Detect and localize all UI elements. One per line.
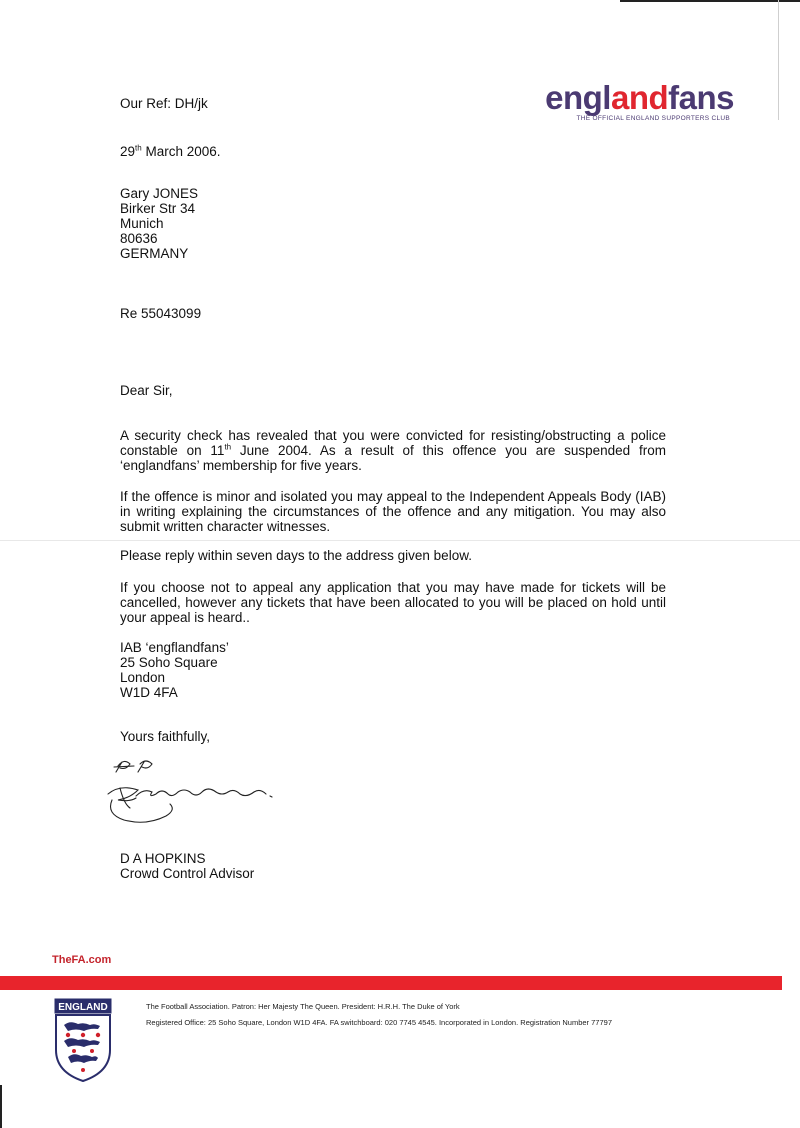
paragraph-appeal: If the offence is minor and isolated you may appeal to the Independent Appeals Body (IAB) in writing explaining the circumstances of the offence and any mitigation. You may also submit written character witnesses. [120,489,666,534]
englandfans-logo [494,80,734,128]
case-reference: Re 55043099 [120,306,202,321]
closing: Yours faithfully, [120,729,211,744]
salutation: Dear Sir, [120,383,173,398]
paragraph-tickets: If you choose not to appeal any application that you may have made for tickets will be cancelled, however any tickets that have been allocated to you will be placed on hold until your appeal is heard.. [120,580,666,625]
scan-edge-left [0,1085,2,1128]
scan-line [0,540,800,541]
our-reference: Our Ref: DH/jk [120,96,208,111]
scan-edge-top [620,0,800,2]
logo-wordmark: englandfans [545,79,734,116]
appeal-address-line4: W1D 4FA [120,685,178,700]
footer-red-bar [0,976,782,990]
recipient-postcode: 80636 [120,231,158,246]
thefa-link[interactable]: TheFA.com [52,954,112,966]
appeal-address-line3: London [120,670,166,685]
recipient-name: Gary JONES [120,186,199,201]
footer-line-registered: Registered Office: 25 Soho Square, London W1D 4FA. FA switchboard: 020 7745 4545. Incorporated in London. Registration Number 77797 [146,1018,612,1027]
footer-line-association: The Football Association. Patron: Her Majesty The Queen. President: H.R.H. The Duke of York [146,1002,460,1011]
handwritten-signature [100,748,300,828]
paragraph-reply: Please reply within seven days to the address given below. [120,548,472,563]
lions-icon [64,1022,100,1063]
crest-label: ENGLAND [58,1002,108,1013]
scan-edge-right [778,0,779,120]
appeal-address-line1: IAB ‘engflandfans’ [120,640,229,655]
appeal-address-line2: 25 Soho Square [120,655,218,670]
signatory-title: Crowd Control Advisor [120,866,255,881]
recipient-city: Munich [120,216,164,231]
england-crest [54,998,112,1082]
recipient-street: Birker Str 34 [120,201,196,216]
logo-tagline: THE OFFICIAL ENGLAND SUPPORTERS CLUB [576,115,730,122]
recipient-country: GERMANY [120,246,189,261]
paragraph-suspension: A security check has revealed that you were convicted for resisting/obstructing a police constable on 11th June 2004. As a result of this offence you are suspended from ‘englandfans’ membership for five years. [120,428,666,473]
signatory-name: D A HOPKINS [120,851,206,866]
letter-date: 29th March 2006. [120,143,221,159]
